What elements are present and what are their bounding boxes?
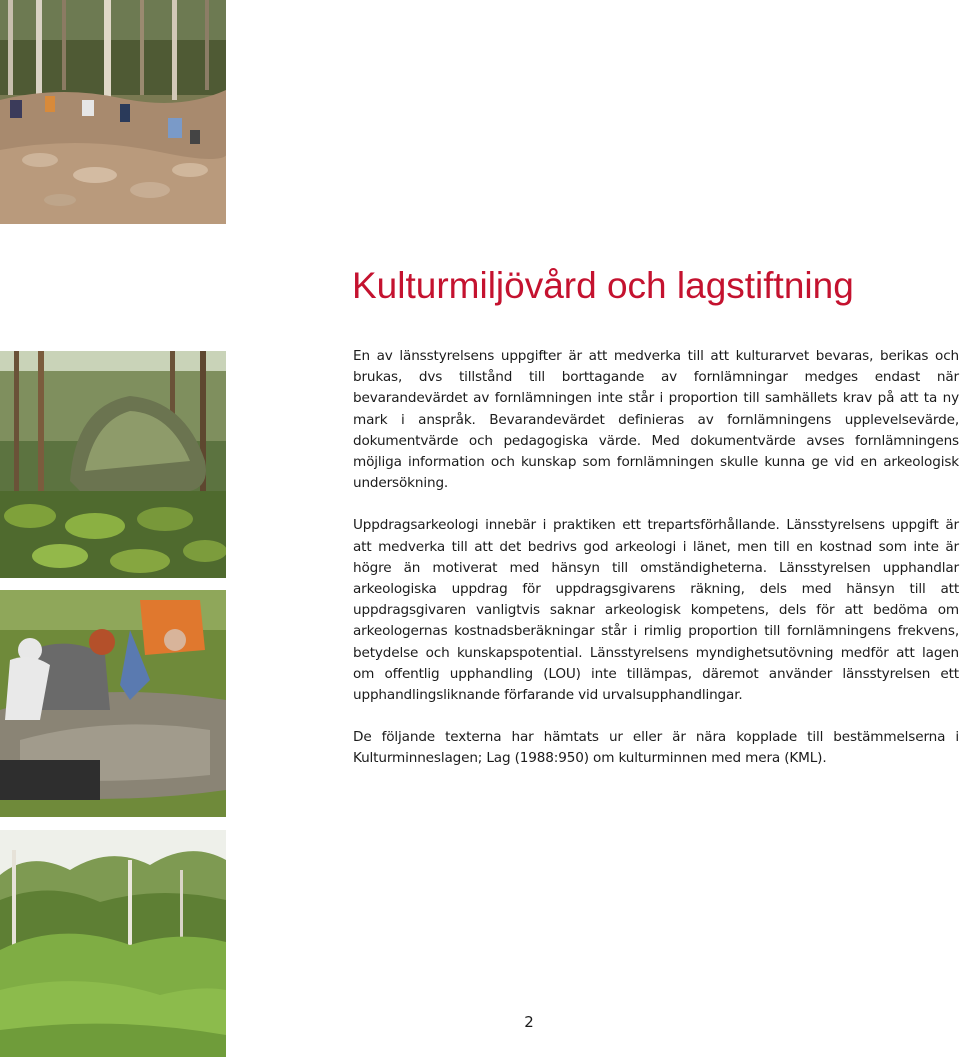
excavation-site-photo <box>0 0 226 224</box>
fieldwork-people-photo <box>0 590 226 817</box>
body-text <box>353 346 959 791</box>
paragraph: En av länsstyrelsens uppgifter är att medverka till att kulturarvet bevaras, berikas och brukas, dvs tillstånd till borttagande av fornlämningar medges endast när bevarandevärdet av fornlämningen inte står i proportion till samhällets krav på att ta ny mark i anspråk. Bevarandevärdet definieras av fornlämningens upplevelsevärde, dokumentvärde och pedagogiska värde. Med dokumentvärde avses fornlämningens möjliga information och kunskap som fornlämningen skulle kunna ge vid en arkeologisk undersökning. <box>353 348 959 492</box>
paragraph: De följande texterna har hämtats ur eller är nära kopplade till bestämmelserna i Kulturminneslagen; Lag (1988:950) om kulturminnen med mera (KML). <box>353 729 959 767</box>
mossy-boulder-photo <box>0 351 226 578</box>
paragraph: Uppdragsarkeologi innebär i praktiken ett trepartsförhållande. Länsstyrelsens uppgift är att medverka till att det bedrivs god arkeologi i länet, men till en kostnad som inte är högre än motiverat med hänsyn till omständigheterna. Länsstyrelsen upphandlar arkeologiska uppdrag för uppdragsgivarens räkning, dels med hänsyn till att uppdragsgivaren vanligtvis saknar arkeologisk kompetens, dels för att bedöma om arkeologernas kostnadsberäkningar står i rimlig proportion till fornlämningens frekvens, betydelse och kunskapspotential. Länsstyrelsens myndighetsutövning medför att lagen om offentlig upphandling (LOU) inte tillämpas, däremot använder länsstyrelsen ett upphandlingsliknande förfarande vid urvalsupphandlingar. <box>353 517 959 704</box>
page-title: Kulturmiljövård och lagstiftning <box>352 265 854 306</box>
page-number: 2 <box>524 1013 534 1031</box>
